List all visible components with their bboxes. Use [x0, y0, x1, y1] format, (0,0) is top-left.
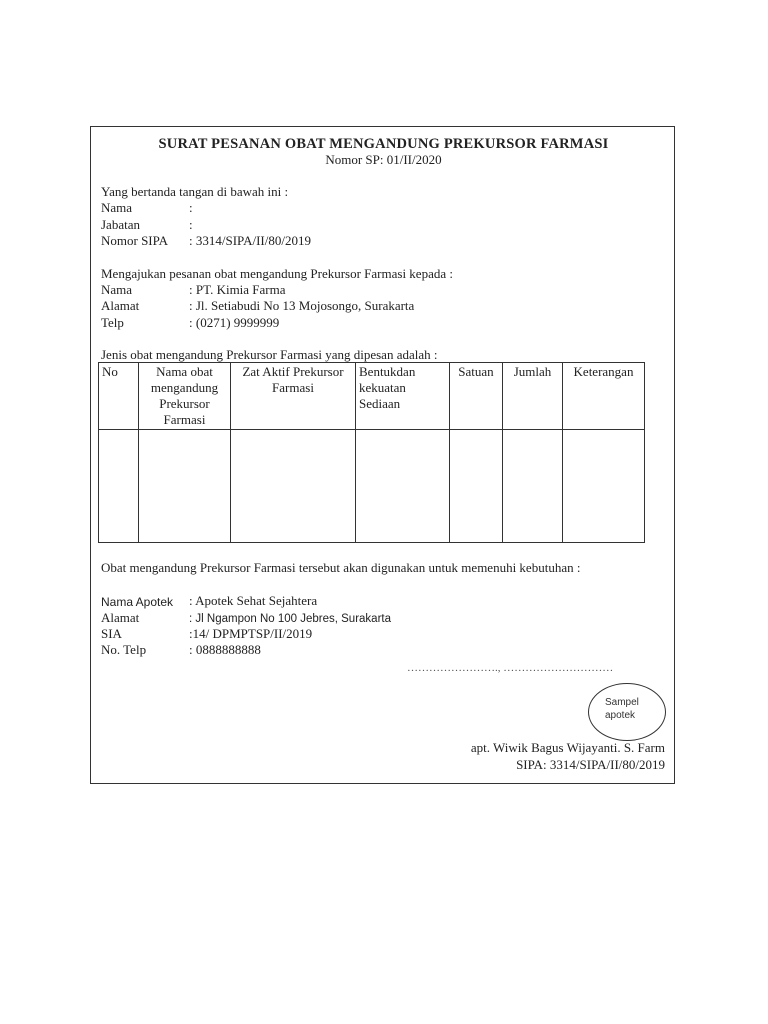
supplier-name-value: : PT. Kimia Farma — [189, 282, 286, 297]
pharmacy-sia-label: SIA — [101, 626, 122, 641]
table-header-row — [99, 363, 645, 430]
pharmacy-stamp — [588, 683, 666, 741]
cell-unit[interactable] — [450, 430, 503, 543]
supplier-phone-label: Telp — [101, 315, 124, 330]
header-unit: Satuan — [450, 363, 503, 430]
pharmacy-sia-value: :14/ DPMPTSP/II/2019 — [189, 626, 313, 641]
pharmacy-address-value: : Jl Ngampon No 100 Jebres, Surakarta — [189, 613, 391, 625]
pharmacy-phone-value: : 0888888888 — [189, 642, 261, 657]
pharmacy-name-label: Nama Apotek — [101, 595, 174, 609]
cell-form-strength[interactable] — [356, 430, 450, 543]
supplier-phone-value: : (0271) 9999999 — [189, 315, 280, 330]
cell-drug-name[interactable] — [139, 430, 231, 543]
purpose-text: Obat mengandung Prekursor Farmasi tersebut akan digunakan untuk memenuhi kebutuhan : — [101, 560, 581, 575]
header-notes: Keterangan — [563, 363, 645, 430]
signature-name: apt. Wiwik Bagus Wijayanti. S. Farm — [470, 740, 665, 755]
order-letter — [90, 126, 675, 784]
cell-no[interactable] — [99, 430, 139, 543]
header-active-substance: Zat Aktif Prekursor Farmasi — [231, 363, 356, 430]
request-intro: Mengajukan pesanan obat mengandung Prekursor Farmasi kepada : — [101, 266, 453, 281]
pharmacy-address-label: Alamat — [101, 610, 140, 625]
pharmacy-name-value: : Apotek Sehat Sejahtera — [189, 593, 318, 608]
signer-sipa-label: Nomor SIPA — [101, 233, 169, 248]
table-intro: Jenis obat mengandung Prekursor Farmasi yang dipesan adalah : — [101, 347, 438, 362]
signer-position-value: : — [189, 217, 193, 232]
signer-position-label: Jabatan — [101, 217, 140, 232]
signature-sipa: SIPA: 3314/SIPA/II/80/2019 — [516, 757, 665, 772]
header-quantity: Jumlah — [503, 363, 563, 430]
cell-quantity[interactable] — [503, 430, 563, 543]
order-table — [98, 362, 645, 543]
header-form-strength: Bentukdan kekuatan Sediaan — [356, 363, 450, 430]
cell-active-substance[interactable] — [231, 430, 356, 543]
intro-text: Yang bertanda tangan di bawah ini : — [101, 184, 289, 199]
table-row — [99, 430, 645, 543]
supplier-name-label: Nama — [101, 282, 133, 297]
supplier-address-value: : Jl. Setiabudi No 13 Mojosongo, Surakarta — [189, 298, 415, 313]
cell-notes[interactable] — [563, 430, 645, 543]
pharmacy-phone-label: No. Telp — [101, 642, 147, 657]
header-no: No — [99, 363, 139, 430]
place-date-line[interactable]: ……………………., ………………………… — [407, 662, 614, 674]
signer-sipa-value: : 3314/SIPA/II/80/2019 — [189, 233, 311, 248]
document-number: Nomor SP: 01/II/2020 — [325, 152, 442, 167]
signer-name-value: : — [189, 200, 193, 215]
supplier-address-label: Alamat — [101, 298, 140, 313]
header-drug-name: Nama obat mengandung Prekursor Farmasi — [139, 363, 231, 430]
document-title: SURAT PESANAN OBAT MENGANDUNG PREKURSOR FARMASI — [158, 136, 609, 152]
stamp-text: Sampel apotek — [605, 697, 639, 721]
signer-name-label: Nama — [101, 200, 133, 215]
